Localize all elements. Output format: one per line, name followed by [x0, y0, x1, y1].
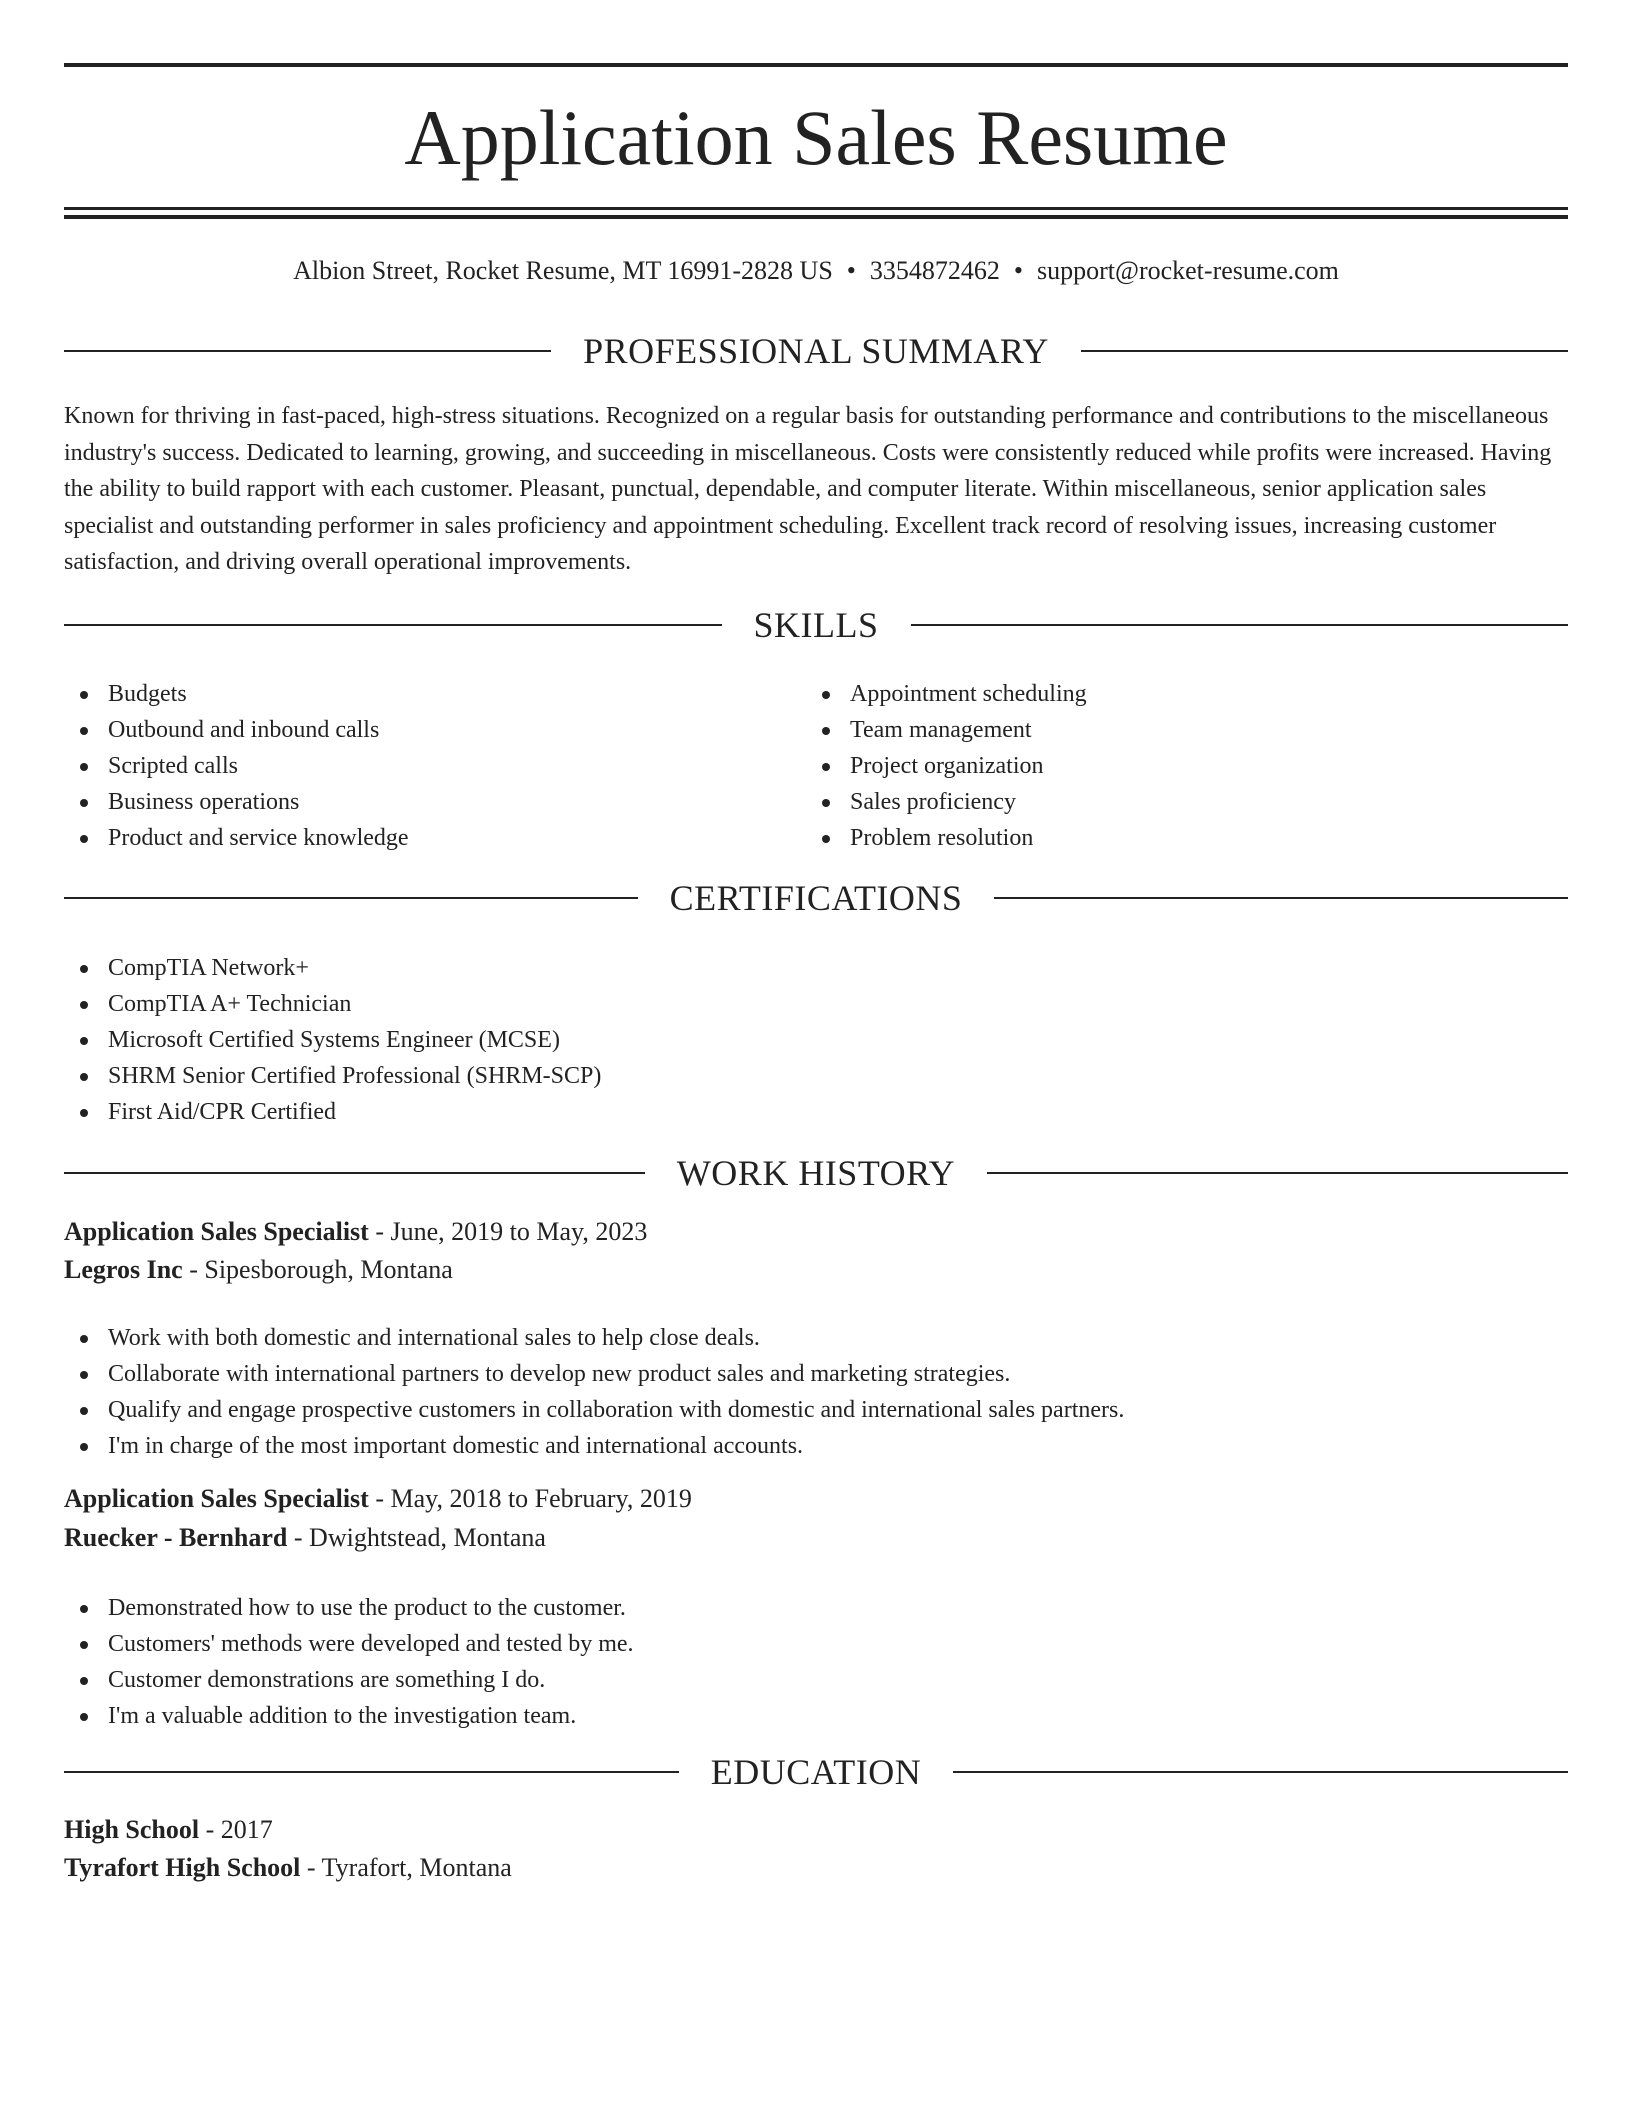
job-duty: Work with both domestic and international sales to help close deals.: [108, 1325, 760, 1351]
heading-rule: [64, 897, 638, 899]
list-item: [64, 820, 804, 856]
education-location: - Tyrafort, Montana: [300, 1853, 512, 1882]
bullet-icon: [80, 691, 88, 699]
job-location: - Dwightstead, Montana: [287, 1523, 546, 1552]
skill-text: Appointment scheduling: [850, 681, 1087, 707]
bullet-icon: [822, 691, 830, 699]
bullet-icon: [80, 1677, 88, 1685]
job-title: Application Sales Specialist: [64, 1484, 369, 1513]
top-rule: [64, 63, 1568, 67]
skill-text: Product and service knowledge: [108, 825, 409, 851]
job-1-bullets: [64, 1320, 1124, 1464]
resume-title: Application Sales Resume: [404, 94, 1228, 181]
list-item: [806, 748, 1546, 784]
heading-rule: [64, 350, 551, 352]
job-location: - Sipesborough, Montana: [182, 1255, 453, 1284]
job-duty: I'm a valuable addition to the investigation team.: [108, 1703, 577, 1729]
education-degree-line: [64, 1812, 273, 1848]
list-item: [64, 1094, 601, 1130]
bullet-icon: [80, 1605, 88, 1613]
certifications-heading-label: CERTIFICATIONS: [669, 878, 963, 918]
bullet-icon: [822, 727, 830, 735]
list-item: [64, 1626, 634, 1662]
heading-rule: [1081, 350, 1568, 352]
skills-heading: [64, 603, 1568, 647]
certification-text: SHRM Senior Certified Professional (SHRM-SCP): [108, 1063, 602, 1089]
skills-list-left: [64, 676, 804, 856]
list-item: [806, 820, 1546, 856]
heading-rule: [994, 897, 1568, 899]
contact-line: [64, 254, 1568, 288]
contact-phone: 3354872462: [869, 256, 1000, 285]
work-history-heading: [64, 1151, 1568, 1195]
work-history-heading-label: WORK HISTORY: [676, 1153, 956, 1193]
bullet-icon: [80, 727, 88, 735]
list-item: [64, 1392, 1124, 1428]
education-heading: [64, 1750, 1568, 1794]
skill-text: Project organization: [850, 753, 1044, 779]
list-item: [64, 748, 804, 784]
heading-rule: [987, 1172, 1568, 1174]
bullet-icon: [80, 1001, 88, 1009]
job-duty: Collaborate with international partners to develop new product sales and marketing strategies.: [108, 1361, 1011, 1387]
list-item: [64, 784, 804, 820]
certification-text: Microsoft Certified Systems Engineer (MCSE): [108, 1027, 560, 1053]
skills-list-right: [806, 676, 1546, 856]
heading-rule: [64, 1172, 645, 1174]
summary-text: Known for thriving in fast-paced, high-stress situations. Recognized on a regular basis for outstanding performance and contributions to the miscellaneous industry's success. Dedicated to learning, growing, and succeeding in miscellaneous. Costs were consistently reduced while profits were increased. Having the ability to build rapport with each customer. Pleasant, punctual, dependable, and computer literate. Within miscellaneous, senior application sales specialist and outstanding performer in sales proficiency and appointment scheduling. Excellent track record of resolving issues, increasing customer satisfaction, and driving overall operational improvements.: [64, 403, 1552, 575]
list-item: [806, 712, 1546, 748]
list-item: [806, 676, 1546, 712]
job-duty: I'm in charge of the most important domestic and international accounts.: [108, 1433, 804, 1459]
certification-text: CompTIA Network+: [108, 955, 309, 981]
education-school: Tyrafort High School: [64, 1853, 301, 1882]
heading-rule: [911, 624, 1569, 626]
list-item: [64, 1698, 634, 1734]
bullet-icon: [80, 1407, 88, 1415]
bullet-icon: [822, 763, 830, 771]
list-item: [64, 986, 601, 1022]
bullet-icon: [822, 835, 830, 843]
list-item: [64, 676, 804, 712]
skill-text: Scripted calls: [108, 753, 238, 779]
list-item: [64, 950, 601, 986]
list-item: [64, 712, 804, 748]
contact-separator: •: [846, 256, 856, 285]
list-item: [64, 1356, 1124, 1392]
bullet-icon: [80, 1371, 88, 1379]
list-item: [64, 1428, 1124, 1464]
job-title: Application Sales Specialist: [64, 1217, 369, 1246]
list-item: [64, 1022, 601, 1058]
education-year: - 2017: [199, 1815, 273, 1844]
list-item: [64, 1058, 601, 1094]
list-item: [64, 1662, 634, 1698]
skills-heading-label: SKILLS: [753, 605, 879, 645]
bullet-icon: [822, 799, 830, 807]
certification-text: First Aid/CPR Certified: [108, 1099, 337, 1125]
skill-text: Sales proficiency: [850, 789, 1016, 815]
bullet-icon: [80, 1037, 88, 1045]
skill-text: Problem resolution: [850, 825, 1034, 851]
job-company: Ruecker - Bernhard: [64, 1523, 288, 1552]
job-duty: Customers' methods were developed and tested by me.: [108, 1631, 634, 1657]
certifications-list: [64, 950, 601, 1130]
job-1-title-line: [64, 1214, 647, 1250]
bullet-icon: [80, 965, 88, 973]
heading-rule: [64, 624, 722, 626]
bullet-icon: [80, 1641, 88, 1649]
title-rule-thick: [64, 215, 1568, 219]
job-1-company-line: [64, 1252, 453, 1288]
summary-heading: [64, 329, 1568, 373]
summary-heading-label: PROFESSIONAL SUMMARY: [583, 331, 1049, 371]
job-2-bullets: [64, 1590, 634, 1734]
contact-email: support@rocket-resume.com: [1037, 256, 1339, 285]
job-duty: Qualify and engage prospective customers in collaboration with domestic and international sales partners.: [108, 1397, 1125, 1423]
skill-text: Business operations: [108, 789, 300, 815]
certification-text: CompTIA A+ Technician: [108, 991, 352, 1017]
bullet-icon: [80, 1335, 88, 1343]
bullet-icon: [80, 835, 88, 843]
skill-text: Budgets: [108, 681, 187, 707]
bullet-icon: [80, 1713, 88, 1721]
certifications-heading: [64, 876, 1568, 920]
heading-rule: [64, 1771, 679, 1773]
education-degree: High School: [64, 1815, 200, 1844]
bullet-icon: [80, 1073, 88, 1081]
skill-text: Outbound and inbound calls: [108, 717, 380, 743]
job-duty: Customer demonstrations are something I do.: [108, 1667, 546, 1693]
contact-separator: •: [1013, 256, 1023, 285]
list-item: [806, 784, 1546, 820]
bullet-icon: [80, 1443, 88, 1451]
title-rule-thin: [64, 207, 1568, 210]
job-duty: Demonstrated how to use the product to the customer.: [108, 1595, 626, 1621]
list-item: [64, 1590, 634, 1626]
heading-rule: [953, 1771, 1568, 1773]
bullet-icon: [80, 1109, 88, 1117]
bullet-icon: [80, 763, 88, 771]
job-company: Legros Inc: [64, 1255, 183, 1284]
list-item: [64, 1320, 1124, 1356]
skill-text: Team management: [850, 717, 1032, 743]
job-2-company-line: [64, 1520, 546, 1556]
education-school-line: [64, 1850, 512, 1886]
job-2-title-line: [64, 1481, 692, 1517]
contact-address: Albion Street, Rocket Resume, MT 16991-2828 US: [293, 256, 833, 285]
bullet-icon: [80, 799, 88, 807]
job-dates: - May, 2018 to February, 2019: [368, 1484, 692, 1513]
education-heading-label: EDUCATION: [710, 1752, 922, 1792]
job-dates: - June, 2019 to May, 2023: [368, 1217, 648, 1246]
